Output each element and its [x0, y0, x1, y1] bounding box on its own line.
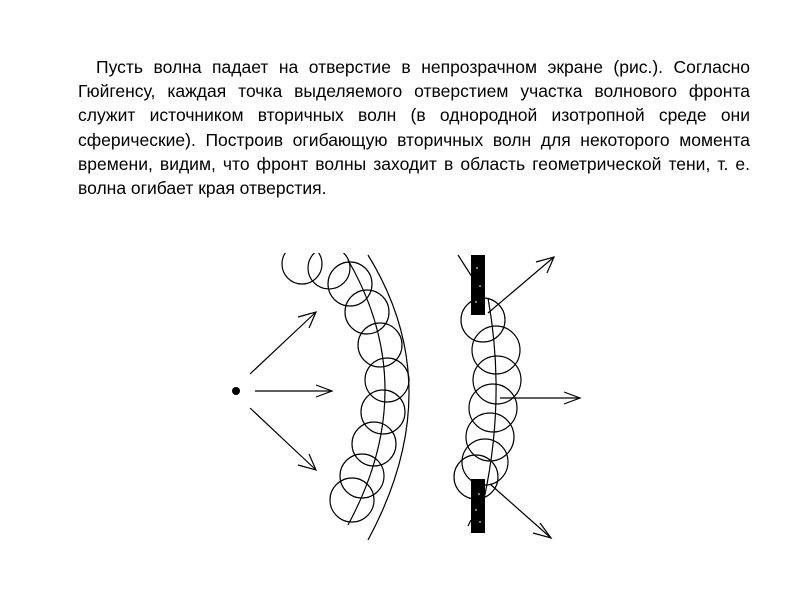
wavelet [282, 244, 322, 284]
wavelet [308, 247, 350, 289]
secondary-wavelets [282, 244, 409, 522]
wavelet [340, 454, 384, 498]
wavelet [352, 422, 396, 466]
primary-wavefront [348, 260, 385, 525]
incident-rays [250, 312, 332, 470]
wavelet [365, 358, 409, 402]
ray-lower [490, 484, 551, 538]
screen-lower [471, 479, 485, 533]
point-source [232, 387, 240, 395]
left-panel [232, 244, 409, 540]
right-panel [454, 255, 580, 538]
ray-upper [488, 257, 554, 313]
screen-upper [471, 255, 485, 315]
ray-edge-lower-outgoing [468, 520, 471, 526]
ray-lower [250, 408, 316, 470]
ray-upper [250, 312, 316, 374]
wavelet [469, 384, 517, 432]
wavelet [361, 390, 405, 434]
wavelet [462, 439, 508, 485]
wavelet [330, 478, 374, 522]
huygens-paragraph: Пусть волна падает на отверстие в непрозрачном экране (рис.). Согласно Гюйгенсу, каждая точка выделяемого отверстием участка волнового фронта служит источником вторичных волн (в однородной изотропной среде они сферические). Построив огибающую вторичных волн для некоторого момента времени, видим, что фронт волны заходит в область геометрической тени, т. е. волна огибает края отверстия. [78, 57, 750, 199]
